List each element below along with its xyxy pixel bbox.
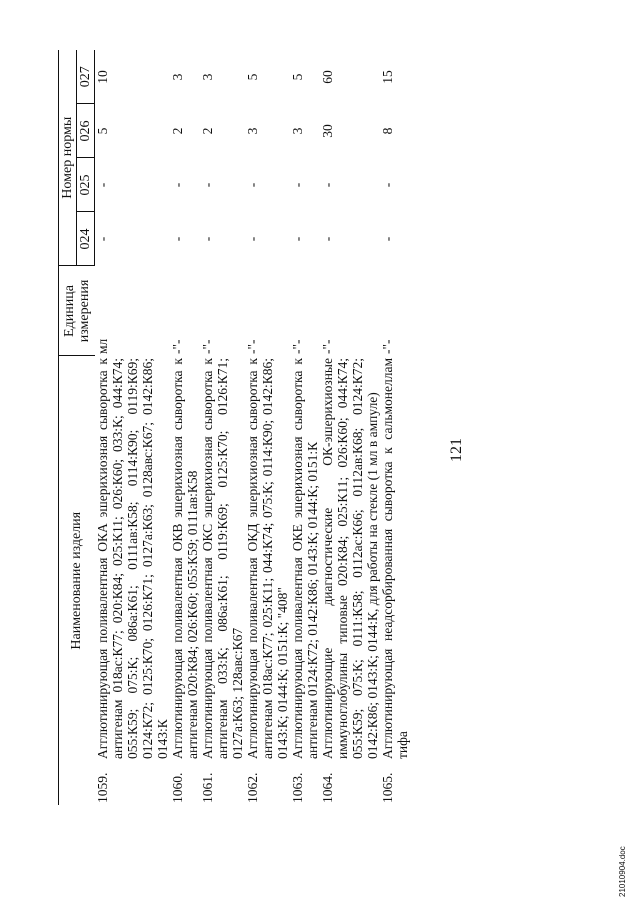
table-row [290, 50, 320, 805]
page-number: 121 [448, 438, 465, 462]
product-name: Агглютинирующая поливалентная ОКА эшерихиозная сыворотка к антигенам 018ас:К77; 020:К84; 025:К11; 026:К60; 033:К; 044:К74; 055:К59; 075:К; 086а:К61; 0111ав:К58; 0114:К90; 0119:К69; 0124:К72; 0125:К70; 0126:К71; 0127а:К63; 0128авс:К67; 0142:К86; 0143:К [94, 358, 170, 759]
header-norm-group: Номер нормы [59, 50, 77, 266]
table-row [380, 50, 410, 805]
product-name: Агглютинирующая поливалентная ОКВ эшерихиозная сыворотка к антигенам 020:К84; 026:К60; 055:К59; 0111ав:К58 [169, 358, 200, 759]
row-number: 1059. [94, 772, 110, 803]
product-name: Агглютинирующая поливалентная ОКД эшерихиозная сыворотка к антигенам 018ас:К77; 025:К11; 044:К74; 075:К; 0114:К90; 0142:К86; 0143:К; 0144:К; 0151:К; "408" [244, 358, 290, 759]
product-name: Агглютинирующая поливалентная ОКС эшерихиозная сыворотка к антигенам 033:К; 086а:К61; 0119:К69; 0125:К70; 0126:К71; 0127а:К63; 128авс:К67 [199, 358, 245, 759]
norm-026-value: 3 [244, 127, 260, 135]
table-body [95, 50, 410, 805]
norm-027-value: 5 [244, 73, 260, 81]
table-row [200, 50, 245, 805]
norm-024-value: - [319, 236, 335, 242]
norm-026-value: 2 [169, 127, 185, 135]
header-unit: Единица измерения [59, 266, 95, 356]
norm-025-value: - [169, 182, 185, 188]
unit-value: -"- [169, 339, 185, 354]
header-norm-027: 027 [77, 50, 95, 104]
header-norm-024: 024 [77, 212, 95, 266]
norm-027-value: 5 [289, 73, 305, 81]
norm-025-value: - [199, 182, 215, 188]
norm-026-value: 8 [379, 127, 395, 135]
row-number: 1065. [379, 772, 395, 803]
norm-024-value: - [289, 236, 305, 242]
row-number: 1064. [319, 772, 335, 803]
table-row [170, 50, 200, 805]
table-row [320, 50, 380, 805]
norm-027-value: 3 [169, 73, 185, 81]
product-name: Агглютинирующая поливалентная ОКЕ эшерихиозная сыворотка к антигенам 0124:К72; 0142:К86; 0143:К; 0144:К; 0151:К [289, 358, 320, 759]
norm-027-value: 3 [199, 73, 215, 81]
norm-027-value: 15 [379, 70, 395, 84]
norm-026-value: 2 [199, 127, 215, 135]
norm-026-value: 30 [319, 124, 335, 138]
unit-value: мл [94, 338, 110, 354]
norm-025-value: - [289, 182, 305, 188]
norm-027-value: 10 [95, 70, 110, 84]
norm-027-value: 60 [319, 70, 335, 84]
norm-026-value: 5 [95, 127, 110, 135]
norm-025-value: - [95, 182, 110, 188]
document-id: 21010904.doc [618, 846, 627, 897]
row-number: 1063. [289, 772, 305, 803]
norm-024-value: - [169, 236, 185, 242]
norm-025-value: - [319, 182, 335, 188]
norms-table [58, 50, 410, 805]
unit-value: -"- [379, 339, 395, 354]
norm-024-value: - [379, 236, 395, 242]
unit-value: -"- [244, 339, 260, 354]
product-name: Агглютинирующие диагностические ОК-эшерихиозные иммуноглобулины типовые 020:К84; 025:К11; 026:К60; 044:К74; 055:К59; 075:К; 0111:К58; 0112ас:К66; 0112ав:К68; 0124:К72; 0142:К86; 0143:К; 0144:К, для работы на стекле (1 мл в ампуле) [319, 358, 380, 759]
norm-026-value: 3 [289, 127, 305, 135]
row-number: 1060. [169, 772, 185, 803]
unit-value: -"- [199, 339, 215, 354]
norm-024-value: - [199, 236, 215, 242]
unit-value: -"- [289, 339, 305, 354]
row-number: 1062. [244, 772, 260, 803]
header-norm-026: 026 [77, 104, 95, 158]
norm-025-value: - [379, 182, 395, 188]
table-row [245, 50, 290, 805]
table-row [95, 50, 170, 805]
header-norm-025: 025 [77, 158, 95, 212]
unit-value: -"- [319, 339, 335, 354]
header-name: Наименование изделия [59, 356, 95, 805]
product-name: Агглютинирующая неадсорбированная сыворотка к сальмонеллам тифа [379, 358, 410, 759]
norm-024-value: - [95, 236, 110, 242]
row-number: 1061. [199, 772, 215, 803]
norm-025-value: - [244, 182, 260, 188]
norm-024-value: - [244, 236, 260, 242]
